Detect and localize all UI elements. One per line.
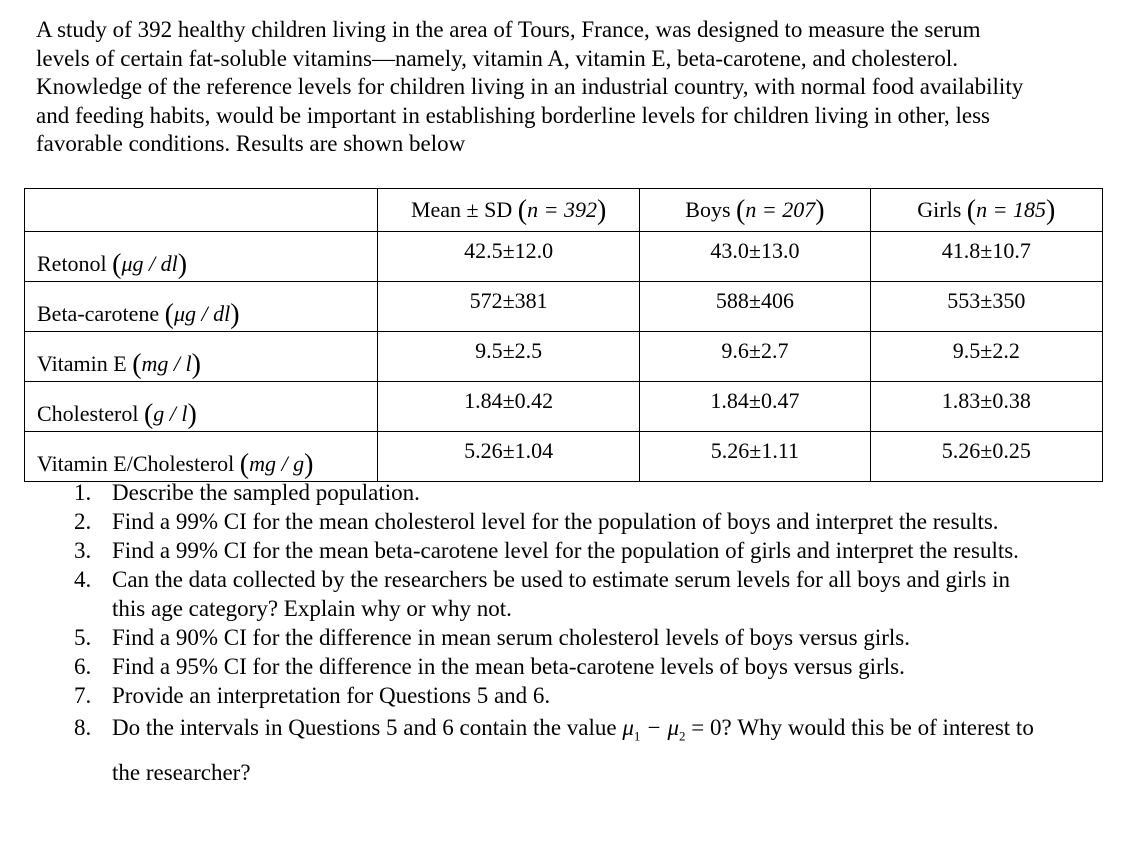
girls-value: 553±350: [870, 282, 1102, 332]
row-label: Vitamin E (mg / l): [25, 332, 378, 382]
header-boys-label: Boys: [685, 197, 731, 222]
nutrient-unit: μg / dl: [173, 301, 231, 326]
question-number: 4.: [74, 567, 92, 592]
table-row: [25, 232, 1103, 282]
mu-symbol: μ: [622, 715, 634, 740]
question-item: [74, 710, 1034, 791]
table-row: [25, 282, 1103, 332]
nutrient-name: Vitamin E/Cholesterol: [37, 451, 235, 476]
boys-value: 1.84±0.47: [640, 382, 870, 432]
girls-value: 1.83±0.38: [870, 382, 1102, 432]
nutrient-unit: mg / l: [141, 351, 192, 376]
nutrient-name: Vitamin E: [37, 351, 127, 376]
header-boys-n: n = 207: [745, 197, 816, 222]
question-item: [74, 478, 1034, 507]
question-item: [74, 565, 1034, 623]
question-text: Describe the sampled population.: [112, 480, 420, 505]
table-row: [25, 382, 1103, 432]
vitamin-levels-table: [24, 188, 1103, 482]
header-mean-sd: Mean ± SD (n = 392): [378, 189, 640, 232]
question-text: Find a 99% CI for the mean cholesterol level for the population of boys and interpret the results.: [112, 509, 999, 534]
question-text: Find a 90% CI for the difference in mean serum cholesterol levels of boys versus girls.: [112, 625, 910, 650]
row-label: Vitamin E/Cholesterol (mg / g): [25, 432, 378, 482]
question-number: 2.: [74, 509, 92, 534]
boys-value: 9.6±2.7: [640, 332, 870, 382]
question-number: 3.: [74, 538, 92, 563]
minus-sign: −: [646, 715, 662, 740]
mu-symbol: μ: [667, 715, 679, 740]
table-header-row: [25, 189, 1103, 232]
question-item: [74, 536, 1034, 565]
girls-value: 9.5±2.2: [870, 332, 1102, 382]
question-list: [74, 478, 1034, 791]
question-text-after: ? Why would this be of interest to the researcher?: [112, 715, 1034, 785]
nutrient-unit: mg / g: [249, 451, 305, 476]
header-mean-label: Mean ± SD: [410, 197, 513, 222]
nutrient-name: Beta-carotene: [37, 301, 160, 326]
question-text: Find a 99% CI for the mean beta-carotene level for the population of girls and interpret the results.: [112, 538, 1019, 563]
mu-difference-expression: $\mu_1 - \mu_2 = 0$: [622, 715, 722, 744]
row-label: Cholesterol (g / l): [25, 382, 378, 432]
header-empty-cell: [25, 189, 378, 232]
question-text: Provide an interpretation for Questions 5 and 6.: [112, 683, 551, 708]
question-item: [74, 623, 1034, 652]
row-label: Retonol (μg / dl): [25, 232, 378, 282]
intro-paragraph: A study of 392 healthy children living in the area of Tours, France, was designed to measure the serum levels of certain fat-soluble vitamins—namely, vitamin A, vitamin E, beta-carotene, and cholesterol. Knowledge of the reference levels for children living in an industrial country, with normal food availability and feeding habits, would be important in establishing borderline levels for children living in other, less favorable conditions. Results are shown below: [36, 17, 1024, 157]
nutrient-name: Cholesterol: [37, 401, 139, 426]
question-item: [74, 652, 1034, 681]
question-number: 1.: [74, 480, 92, 505]
question-text: Find a 95% CI for the difference in the mean beta-carotene levels of boys versus girls.: [112, 654, 905, 679]
question-item: [74, 681, 1034, 710]
nutrient-unit: g / l: [153, 401, 188, 426]
table-row: [25, 332, 1103, 382]
question-item: [74, 507, 1034, 536]
mean-value: 9.5±2.5: [378, 332, 640, 382]
boys-value: 5.26±1.11: [640, 432, 870, 482]
header-mean-n: n = 392: [527, 197, 597, 222]
mean-value: 42.5±12.0: [378, 232, 640, 282]
mean-value: 572±381: [378, 282, 640, 332]
header-girls: Girls (n = 185): [870, 189, 1102, 232]
question-text: Can the data collected by the researchers be used to estimate serum levels for all boys and girls in this age category? Explain why or why not.: [112, 567, 1010, 621]
boys-value: 43.0±13.0: [640, 232, 870, 282]
equals-zero: = 0: [691, 715, 722, 740]
question-number: 5.: [74, 625, 92, 650]
header-girls-n: n = 185: [976, 197, 1046, 222]
mean-value: 1.84±0.42: [378, 382, 640, 432]
question-text-before: Do the intervals in Questions 5 and 6 contain the value: [112, 715, 617, 740]
nutrient-unit: μg / dl: [121, 251, 178, 276]
mean-value: 5.26±1.04: [378, 432, 640, 482]
boys-value: 588±406: [640, 282, 870, 332]
question-number: 8.: [74, 715, 92, 740]
girls-value: 41.8±10.7: [870, 232, 1102, 282]
table-row: [25, 432, 1103, 482]
girls-value: 5.26±0.25: [870, 432, 1102, 482]
question-number: 6.: [74, 654, 92, 679]
nutrient-name: Retonol: [37, 251, 107, 276]
question-number: 7.: [74, 683, 92, 708]
header-boys: Boys (n = 207): [640, 189, 870, 232]
row-label: Beta-carotene (μg / dl): [25, 282, 378, 332]
header-girls-label: Girls: [917, 197, 962, 222]
